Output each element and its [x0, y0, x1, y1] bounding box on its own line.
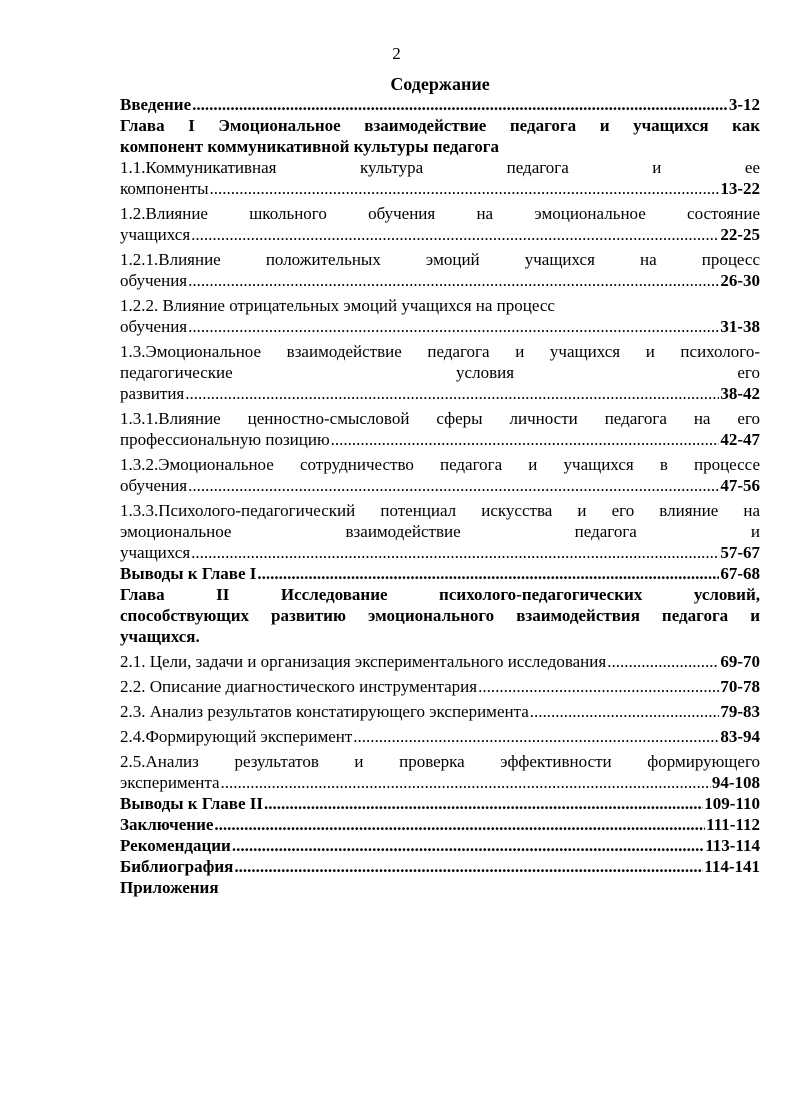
page-ref: 79-83 — [720, 702, 760, 721]
chapter-1-heading: Глава I Эмоциональное взаимодействие педагога и учащихся как — [120, 116, 760, 135]
page-ref: 94-108 — [711, 773, 760, 792]
toc-entry-2-3: 2.3. Анализ результатов констатирующего эксперимента ..... 79-83 — [120, 701, 760, 722]
chapter-2-heading-cont: способствующих развитию эмоционального взаимодействия педагога и — [120, 606, 760, 625]
page-ref: 22-25 — [720, 225, 760, 244]
toc-entry-1-2-2: 1.2.2. Влияние отрицательных эмоций учащихся на процесс — [120, 296, 555, 315]
page-number: 2 — [392, 44, 401, 63]
toc-entry-1-3: 1.3.Эмоциональное взаимодействие педагога и учащихся и психолого- — [120, 342, 760, 361]
toc-entry-appendices: Приложения — [120, 878, 219, 897]
page-ref: 57-67 — [720, 543, 760, 562]
toc-entry-1-1: 1.1.Коммуникативная культура педагога и ее — [120, 158, 760, 177]
page-ref: 3-12 — [728, 95, 760, 114]
toc-entry-2-2: 2.2. Описание диагностического инструментария ..... 70-78 — [120, 676, 760, 697]
toc-title: Содержание — [390, 74, 490, 94]
toc-entry-intro: Введение ..... 3-12 — [120, 94, 760, 115]
toc-entry-1-3-2-cont: обучения ..... 47-56 — [120, 475, 760, 496]
toc-entry-1-3-cont: педагогические условия его — [120, 363, 760, 382]
page-ref: 83-94 — [720, 727, 760, 746]
toc-entry-1-3-1-cont: профессиональную позицию ..... 42-47 — [120, 429, 760, 450]
toc-entry-conclusion: Заключение ..... 111-112 — [120, 814, 760, 835]
page-ref: 38-42 — [720, 384, 760, 403]
toc-entry-2-1: 2.1. Цели, задачи и организация экспериментального исследования ..... 69-70 — [120, 651, 760, 672]
toc-entry-bibliography: Библиография ..... 114-141 — [120, 856, 760, 877]
page-ref: 69-70 — [720, 652, 760, 671]
toc-entry-ch2-conclusions: Выводы к Главе II ..... 109-110 — [120, 793, 760, 814]
page-ref: 113-114 — [705, 836, 760, 855]
page-ref: 26-30 — [720, 271, 760, 290]
toc-entry-1-2-1: 1.2.1.Влияние положительных эмоций учащихся на процесс — [120, 250, 760, 269]
page-ref: 109-110 — [704, 794, 760, 813]
toc-entry-1-3-3: 1.3.3.Психолого-педагогический потенциал искусства и его влияние на — [120, 501, 760, 520]
toc-entry-2-5: 2.5.Анализ результатов и проверка эффективности формирующего — [120, 752, 760, 771]
toc-entry-ch1-conclusions: Выводы к Главе I ..... 67-68 — [120, 563, 760, 584]
toc-entry-1-2-1-cont: обучения ..... 26-30 — [120, 270, 760, 291]
toc-entry-1-2-2-cont: обучения ..... 31-38 — [120, 316, 760, 337]
toc-entry-2-5-cont: эксперимента ..... 94-108 — [120, 772, 760, 793]
toc-entry-1-2: 1.2.Влияние школьного обучения на эмоциональное состояние — [120, 204, 760, 223]
toc-entry-1-3-cont2: развития ..... 38-42 — [120, 383, 760, 404]
toc-entry-2-4: 2.4.Формирующий эксперимент ..... 83-94 — [120, 726, 760, 747]
chapter-1-heading-cont: компонент коммуникативной культуры педагога — [120, 137, 499, 156]
toc-entry-1-3-1: 1.3.1.Влияние ценностно-смысловой сферы личности педагога на его — [120, 409, 760, 428]
chapter-2-heading-cont2: учащихся. — [120, 627, 200, 646]
toc-entry-recommendations: Рекомендации ..... 113-114 — [120, 835, 760, 856]
toc-entry-1-3-3-cont2: учащихся ..... 57-67 — [120, 542, 760, 563]
toc-entry-1-3-2: 1.3.2.Эмоциональное сотрудничество педагога и учащихся в процессе — [120, 455, 760, 474]
toc-entry-1-3-3-cont: эмоциональное взаимодействие педагога и — [120, 522, 760, 541]
toc-entry-1-1-cont: компоненты ..... 13-22 — [120, 178, 760, 199]
page-ref: 47-56 — [720, 476, 760, 495]
page-ref: 42-47 — [720, 430, 760, 449]
chapter-2-heading: Глава II Исследование психолого-педагогических условий, — [120, 585, 760, 604]
page-ref: 67-68 — [720, 564, 760, 583]
page-ref: 114-141 — [704, 857, 760, 876]
page-ref: 70-78 — [720, 677, 760, 696]
toc-entry-1-2-cont: учащихся ..... 22-25 — [120, 224, 760, 245]
table-of-contents — [120, 94, 760, 898]
page-ref: 111-112 — [706, 815, 760, 834]
page-ref: 13-22 — [720, 179, 760, 198]
page-ref: 31-38 — [720, 317, 760, 336]
